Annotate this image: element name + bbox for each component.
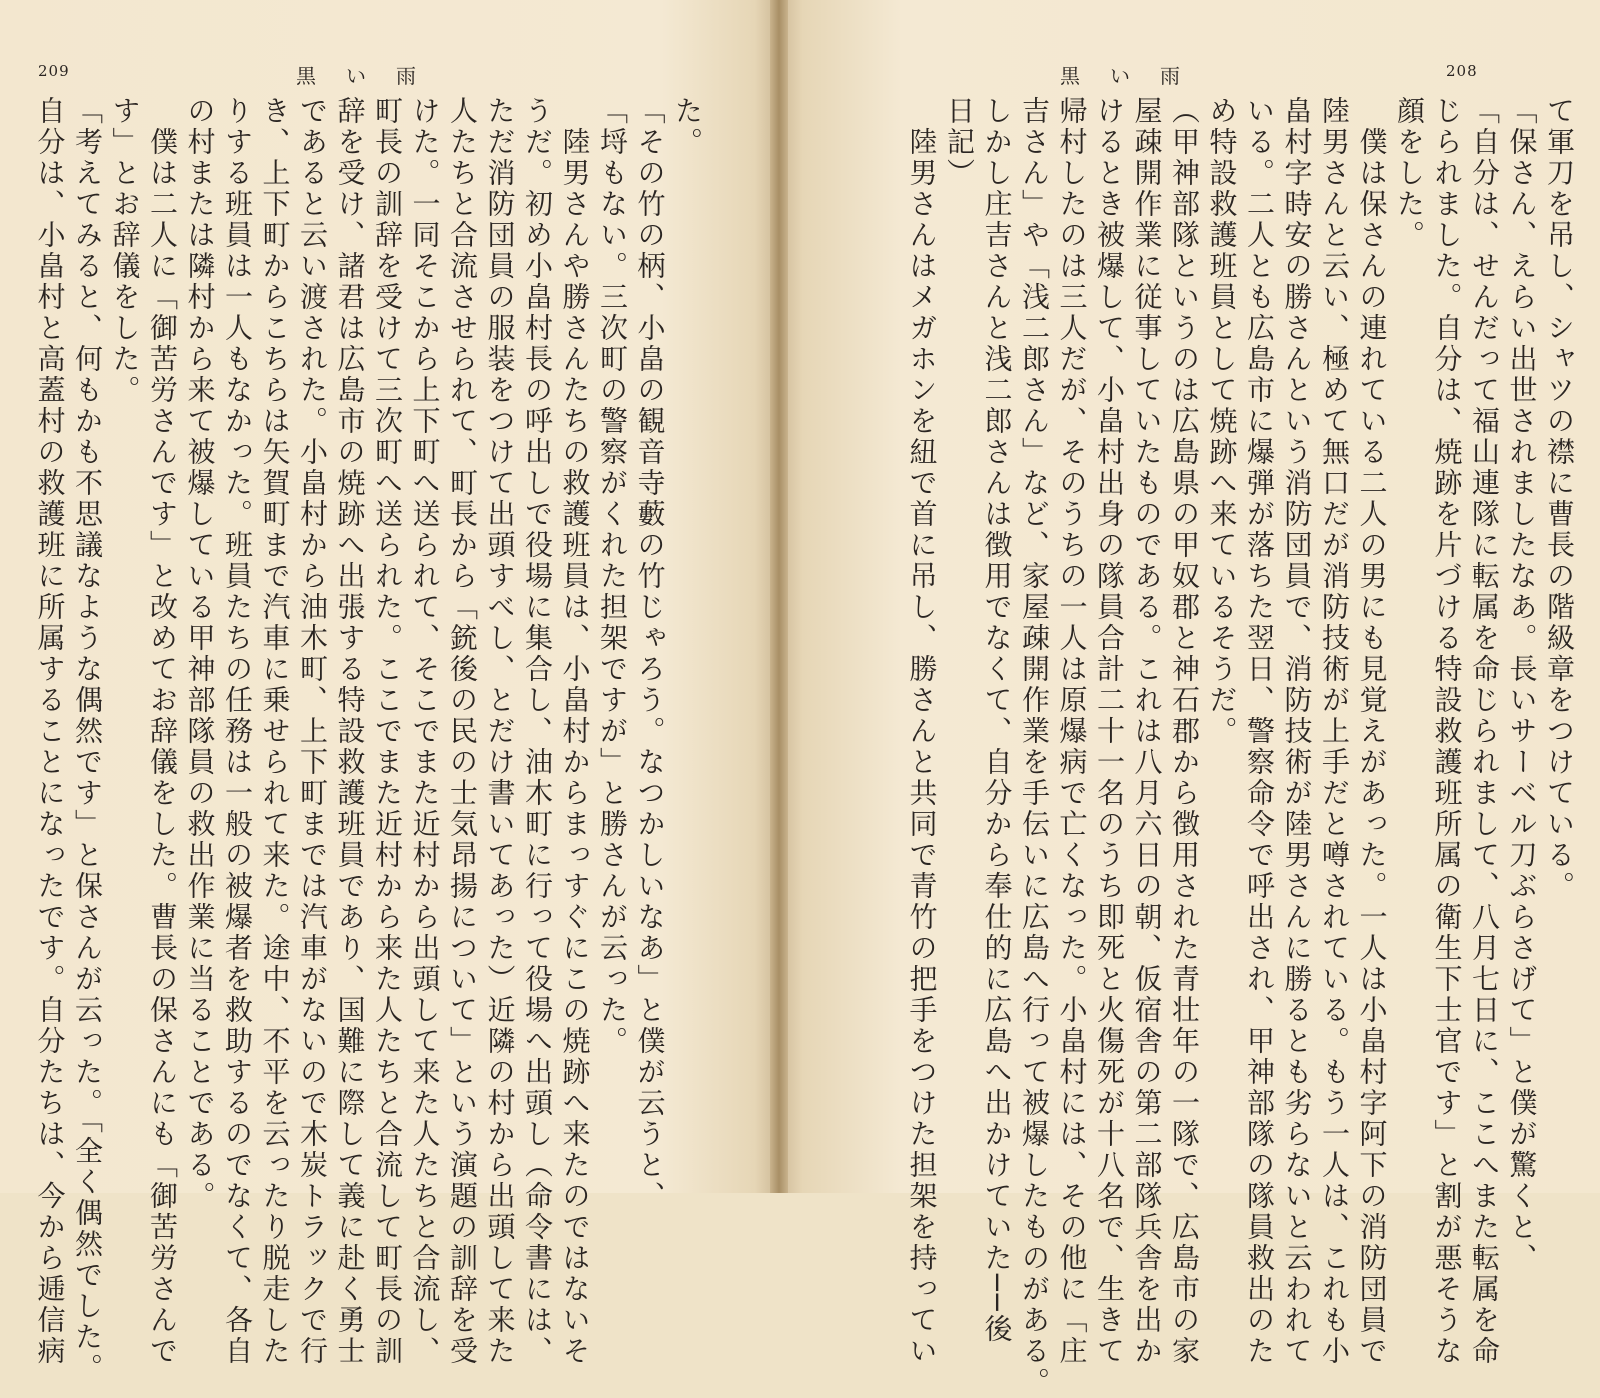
right-page-number: 208 bbox=[1446, 62, 1478, 80]
right-page bbox=[778, 0, 1600, 1398]
left-body-text: た。 「その竹の柄、小畠の観音寺藪の竹じゃろう。なつかしいなあ」と僕が云うと、 「埒もない。三次町の警察がくれた担架ですが」と勝さんが云った。 陸男さんや勝さんたちの救護班員は、小畠村からまっすぐにこの焼跡へ来たのではないそ うだ。初め小畠村長の呼出しで役場に集合し、油木町に行って役場へ出頭し（命令書には、 ただ消防団員の服装をつけて出頭すべし、とだけ書いてあった）近隣の村から出頭して来た 人たちと合流させられて、町長から「銃後の民の士気昂揚について」という演題の訓辞を受 けた。一同そこから上下町へ送られて、そこでまた近村から出頭して来た人たちと合流し、 町長の訓辞を受けて三次町へ送られた。ここでまた近村から来た人たちと合流して町長の訓 辞を受け、諸君は広島市の焼跡へ出張する特設救護班員であり、国難に際して義に赴く勇士 であると云い渡された。小畠村から油木町、上下町までは汽車がないので木炭トラックで行 き、上下町からこちらは矢賀町まで汽車に乗せられて来た。途中、不平を云ったり脱走した りする班員は一人もなかった。班員たちの任務は一般の被爆者を救助するのでなくて、各自 の村または隣村から来て被爆している甲神部隊員の救出作業に当ることである。 僕は二人に「御苦労さんです」と改めてお辞儀をした。曹長の保さんにも「御苦労さんで す」とお辞儀をした。 「考えてみると、何もかも不思議なような偶然です」と保さんが云った。「全く偶然でした。 自分は、小畠村と高蓋村の救護班に所属することになったです。自分たちは、今から逓信病 bbox=[33, 96, 704, 1384]
left-page bbox=[0, 0, 778, 1384]
left-running-head: 黒い雨 bbox=[296, 64, 446, 88]
left-page-number: 209 bbox=[38, 62, 70, 80]
book-gutter bbox=[770, 0, 788, 1193]
right-body-text: て軍刀を吊し、シャツの襟に曹長の階級章をつけている。 「保さん、えらい出世されましたなあ。長いサーベル刀ぶらさげて」と僕が驚くと、 「自分は、せんだって福山連隊に転属を命じられまして、八月七日に、ここへまた転属を命 じられました。自分は、焼跡を片づける特設救護班所属の衛生下士官です」と割が悪そうな 顔をした。 僕は保さんの連れている二人の男にも見覚えがあった。一人は小畠村字阿下の消防団員で 陸男さんと云い、極めて無口だが消防技術が上手だと噂されている。もう一人は、これも小 畠村字時安の勝さんという消防団員で、消防技術が陸男さんに勝るとも劣らないと云われて いる。二人とも広島市に爆弾が落ちた翌日、警察命令で呼出され、甲神部隊の隊員救出のた め特設救護班員として焼跡へ来ているそうだ。 （甲神部隊というのは広島県の甲奴郡と神石郡から徴用された青壮年の一隊で、広島市の家 屋疎開作業に従事していたものである。これは八月六日の朝、仮宿舎の第二部隊兵舎を出か けるとき被爆して、小畠村出身の隊員合計二十一名のうち即死と火傷死が十八名で、生きて 帰村したのは三人だが、そのうちの一人は原爆病で亡くなった。小畠村には、その他に「庄 吉さん」や「浅二郎さん」など、家屋疎開作業を手伝いに広島へ行って被爆したものがある。 しかし庄吉さんと浅二郎さんは徴用でなくて、自分から奉仕的に広島へ出かけていた──後 日記） 陸男さんはメガホンを紐で首に吊し、勝さんと共同で青竹の把手をつけた担架を持ってい bbox=[905, 96, 1576, 1398]
right-running-head: 黒い雨 bbox=[1060, 64, 1210, 88]
